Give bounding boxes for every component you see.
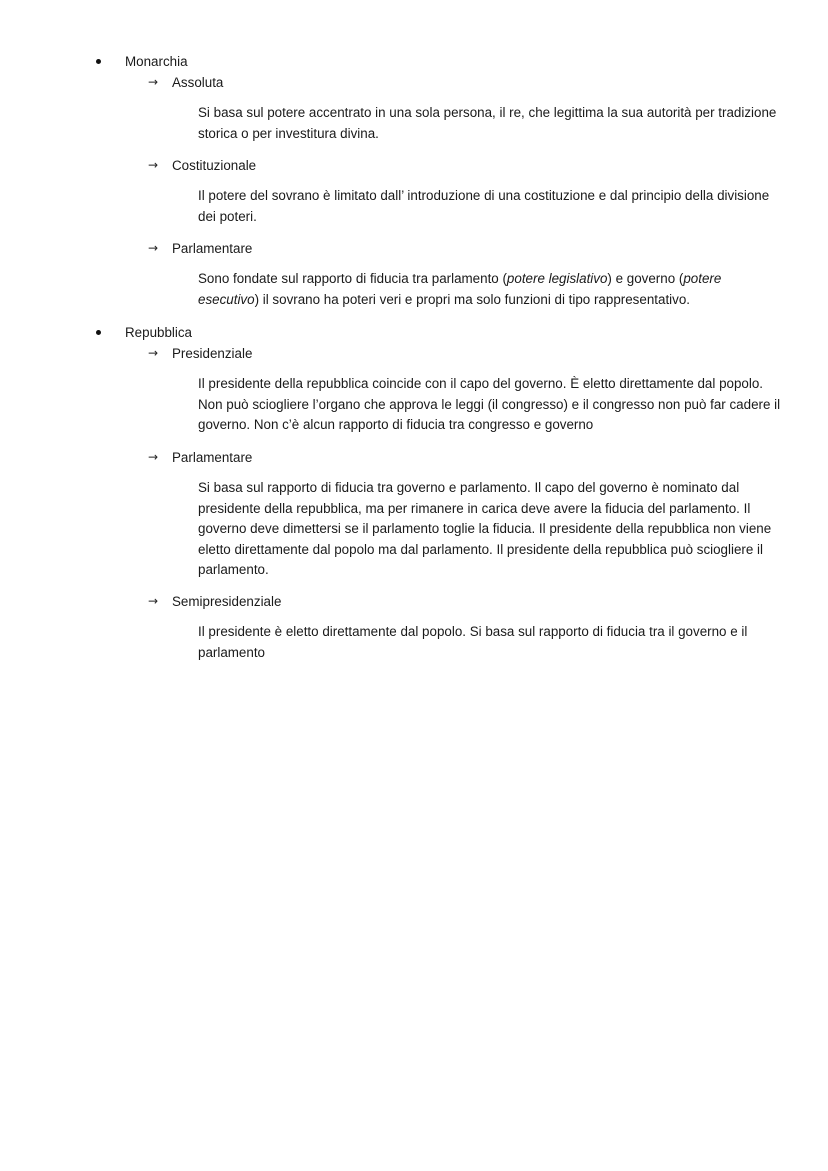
bullet-dot-icon xyxy=(96,59,101,64)
subitem-parlamentare-monarchia xyxy=(148,238,252,258)
section-repubblica xyxy=(96,322,192,342)
right-arrow-icon: → xyxy=(148,158,159,172)
right-arrow-icon: → xyxy=(148,450,159,464)
subitem-title: Presidenziale xyxy=(172,345,253,361)
paragraph-presidenziale: Il presidente della repubblica coincide con il capo del governo. È eletto direttamente dal popolo. Non può sciogliere l’organo che approva le leggi (il congresso) e il congresso non può far cadere il governo. Non c’è alcun rapporto di fiducia tra congresso e governo xyxy=(198,376,781,432)
subitem-parlamentare-repubblica xyxy=(148,447,252,467)
paragraph-parlamentare-monarchia xyxy=(198,269,784,310)
text-segment: ) e governo ( xyxy=(607,271,684,286)
right-arrow-icon: → xyxy=(148,594,159,608)
paragraph-parlamentare-repubblica: Si basa sul rapporto di fiducia tra governo e parlamento. Il capo del governo è nominato dal presidente della repubblica, ma per rimanere in carica deve avere la fiducia del parlamento. Il governo deve dimettersi se il parlamento toglie la fiducia. Il presidente della repubblica non viene eletto direttamente dal popolo ma dal parlamento. Il presidente della repubblica può sciogliere il parlamento. xyxy=(198,480,772,577)
subitem-title: Costituzionale xyxy=(172,157,257,173)
paragraph-semipresidenziale: Il presidente è eletto direttamente dal popolo. Si basa sul rapporto di fiducia tra il governo e il parlamento xyxy=(198,624,748,660)
paragraph-assoluta: Si basa sul potere accentrato in una sola persona, il re, che legittima la sua autorità per tradizione storica o per investitura divina. xyxy=(198,105,777,141)
italic-term: potere legislativo xyxy=(506,271,608,286)
subitem-title: Parlamentare xyxy=(172,449,253,465)
subitem-title: Parlamentare xyxy=(172,240,253,256)
subitem-presidenziale xyxy=(148,343,252,363)
subitem-title: Semipresidenziale xyxy=(172,593,282,609)
right-arrow-icon: → xyxy=(148,346,159,360)
right-arrow-icon: → xyxy=(148,75,159,89)
subitem-title: Assoluta xyxy=(172,74,224,90)
bullet-dot-icon xyxy=(96,330,101,335)
right-arrow-icon: → xyxy=(148,241,159,255)
italic-term: potere esecutivo xyxy=(198,271,722,307)
section-monarchia xyxy=(96,51,188,71)
section-title: Repubblica xyxy=(125,324,192,340)
section-title: Monarchia xyxy=(125,53,188,69)
paragraph-costituzionale: Il potere del sovrano è limitato dall’ introduzione di una costituzione e dal principio della divisione dei poteri. xyxy=(198,188,770,224)
subitem-assoluta xyxy=(148,72,223,92)
text-segment: ) il sovrano ha poteri veri e propri ma solo funzioni di tipo rappresentativo. xyxy=(254,291,690,307)
text-segment: Sono fondate sul rapporto di fiducia tra parlamento ( xyxy=(198,271,507,286)
subitem-semipresidenziale xyxy=(148,591,281,611)
subitem-costituzionale xyxy=(148,155,256,175)
